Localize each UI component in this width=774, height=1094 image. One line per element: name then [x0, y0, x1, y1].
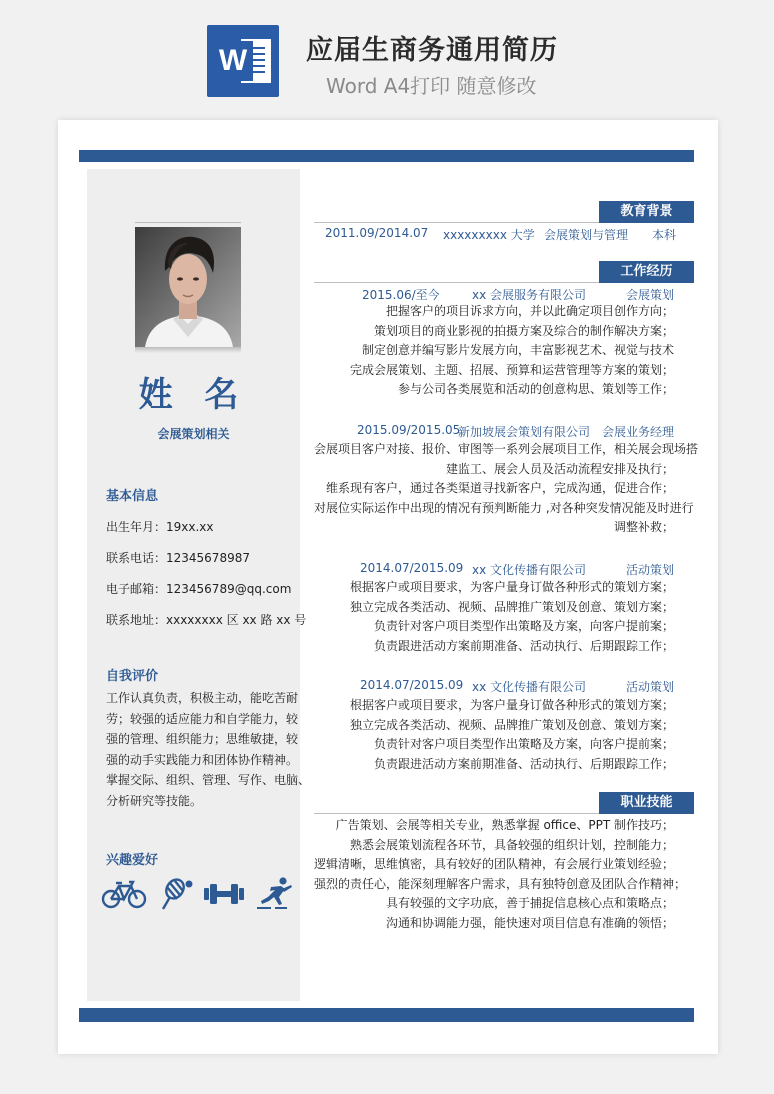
work-header — [314, 261, 694, 283]
job-duty-line: 建监工、展会人员及活动流程安排及执行； — [445, 461, 674, 476]
phone-number: 联系电话：12345678987 — [106, 551, 250, 565]
skills-list — [314, 816, 687, 933]
job-period: 2015.09/2015.05 — [357, 423, 461, 437]
skills-title: 职业技能 — [599, 792, 694, 814]
job-role: 会展策划 — [625, 288, 674, 302]
bicycle-icon — [101, 877, 147, 911]
job-duty-line: 独立完成各类活动、视频、品牌推广策划及创意、策划方案； — [349, 717, 674, 732]
skill-line: 广告策划、会展等相关专业，熟悉掌握 office、PPT 制作技巧； — [335, 818, 674, 832]
job-duty-line: 负责跟进活动方案前期准备、活动执行、后期跟踪工作； — [373, 638, 674, 653]
job-role: 活动策划 — [625, 563, 674, 577]
dumbbell-icon — [201, 877, 247, 911]
email-address: 电子邮箱：123456789@qq.com — [106, 582, 292, 596]
sidebar — [87, 169, 311, 1001]
banner-title: 应届生商务通用简历 — [306, 35, 558, 66]
banner-subtitle: Word A4打印 随意修改 — [326, 74, 537, 98]
job-duty-line: 完成会展策划、主题、招展、预算和运营管理等方案的策划； — [349, 362, 674, 377]
job-description — [314, 696, 674, 774]
job-period: 2014.07/2015.09 — [360, 561, 464, 575]
job-duty-line: 参与公司各类展览和活动的创意构思、策划等工作； — [397, 382, 674, 396]
self-eval-text — [106, 688, 311, 811]
self-eval-line: 分析研究等技能。 — [106, 793, 203, 808]
basic-info-title: 基本信息 — [106, 489, 159, 504]
resume-page — [58, 120, 718, 1054]
self-eval-line: 强的动手实践能力和团体协作精神。 — [106, 752, 299, 767]
self-eval-title: 自我评价 — [106, 669, 159, 684]
job-period: 2014.07/2015.09 — [360, 678, 464, 692]
word-logo-letter: W — [213, 41, 253, 81]
tennis-icon — [153, 877, 199, 911]
skills-header — [314, 792, 694, 814]
job-duty-line: 负责针对客户项目类型作出策略及方案，向客户提前案； — [373, 737, 674, 751]
hobbies-title: 兴趣爱好 — [106, 853, 159, 868]
target-position: 会展策划相关 — [157, 427, 230, 441]
word-logo-icon — [207, 25, 279, 97]
skill-line: 熟悉会展策划流程各环节，具备较强的组织计划，控制能力； — [349, 837, 674, 852]
profile-photo — [135, 227, 241, 347]
self-eval-line: 劳；较强的适应能力和自学能力，较 — [106, 711, 299, 726]
job-entry-header — [314, 678, 674, 694]
job-duty-line: 会展项目客户对接、报价、审图等一系列会展项目工作，相关展会现场搭 — [314, 442, 699, 456]
job-description — [314, 440, 699, 538]
job-duty-line: 负责针对客户项目类型作出策略及方案，向客户提前案； — [373, 619, 674, 633]
header-banner — [0, 0, 774, 118]
job-duty-line: 维系现有客户，通过各类渠道寻找新客户，完成沟通，促进合作； — [325, 481, 674, 495]
self-eval-line: 强的管理、组织能力；思维敏捷，较 — [106, 732, 299, 746]
education-school: xxxxxxxxx 大学 — [443, 228, 535, 242]
job-duty-line: 调整补救； — [613, 520, 674, 534]
job-entry-header — [314, 423, 674, 439]
skill-line: 沟通和协调能力强，能快速对项目信息有准确的领悟； — [385, 915, 674, 930]
education-header — [314, 201, 694, 223]
job-duty-line: 根据客户或项目要求，为客户量身订做各种形式的策划方案； — [349, 580, 674, 594]
skating-icon — [253, 877, 299, 911]
work-title: 工作经历 — [599, 261, 694, 283]
skill-line: 具有较强的文字功底，善于捕捉信息核心点和策略点； — [385, 896, 674, 910]
job-role: 活动策划 — [625, 680, 674, 694]
job-company: xx 文化传播有限公司 — [472, 680, 587, 694]
education-period: 2011.09/2014.07 — [325, 226, 429, 240]
home-address: 联系地址：xxxxxxxx 区 xx 路 xx 号 — [106, 613, 307, 627]
top-accent-bar — [79, 150, 694, 162]
bottom-accent-bar — [79, 1008, 694, 1022]
skill-line: 强烈的责任心，能深刻理解客户需求，具有独特创意及团队合作精神； — [314, 876, 687, 891]
job-role: 会展业务经理 — [601, 425, 674, 439]
job-description — [314, 302, 674, 400]
self-eval-line: 掌握交际、组织、管理、写作、电脑、 — [106, 773, 311, 787]
job-company: xx 文化传播有限公司 — [472, 563, 587, 577]
job-entry-header — [314, 286, 674, 302]
job-duty-line: 根据客户或项目要求，为客户量身订做各种形式的策划方案； — [349, 698, 674, 712]
job-duty-line: 制定创意并编写影片发展方向，丰富影视艺术、视觉与技术 — [361, 343, 674, 357]
job-duty-line: 策划项目的商业影视的拍摄方案及综合的制作解决方案； — [373, 323, 674, 338]
profile-photo-frame — [135, 222, 241, 350]
job-description — [314, 578, 674, 656]
self-eval-line: 工作认真负责，积极主动，能吃苦耐 — [106, 691, 299, 705]
education-title: 教育背景 — [599, 201, 694, 223]
education-major: 会展策划与管理 — [544, 228, 629, 242]
job-entry-header — [314, 561, 674, 577]
job-duty-line: 独立完成各类活动、视频、品牌推广策划及创意、策划方案； — [349, 599, 674, 614]
skill-line: 逻辑清晰，思维慎密，具有较好的团队精神，有会展行业策划经验； — [314, 857, 675, 871]
birth-date: 出生年月：19xx.xx — [106, 520, 214, 534]
job-company: xx 会展服务有限公司 — [472, 288, 587, 302]
job-period: 2015.06/至今 — [362, 288, 440, 302]
job-duty-line: 对展位实际运作中出现的情况有预判断能力 ,对各种突发情况能及时进行 — [314, 500, 694, 515]
job-duty-line: 负责跟进活动方案前期准备、活动执行、后期跟踪工作； — [373, 756, 674, 771]
education-degree: 本科 — [652, 228, 677, 242]
job-company: 新加坡展会策划有限公司 — [458, 425, 591, 439]
candidate-name: 姓 名 — [138, 375, 249, 415]
job-duty-line: 把握客户的项目诉求方向，并以此确定项目创作方向； — [385, 304, 674, 318]
